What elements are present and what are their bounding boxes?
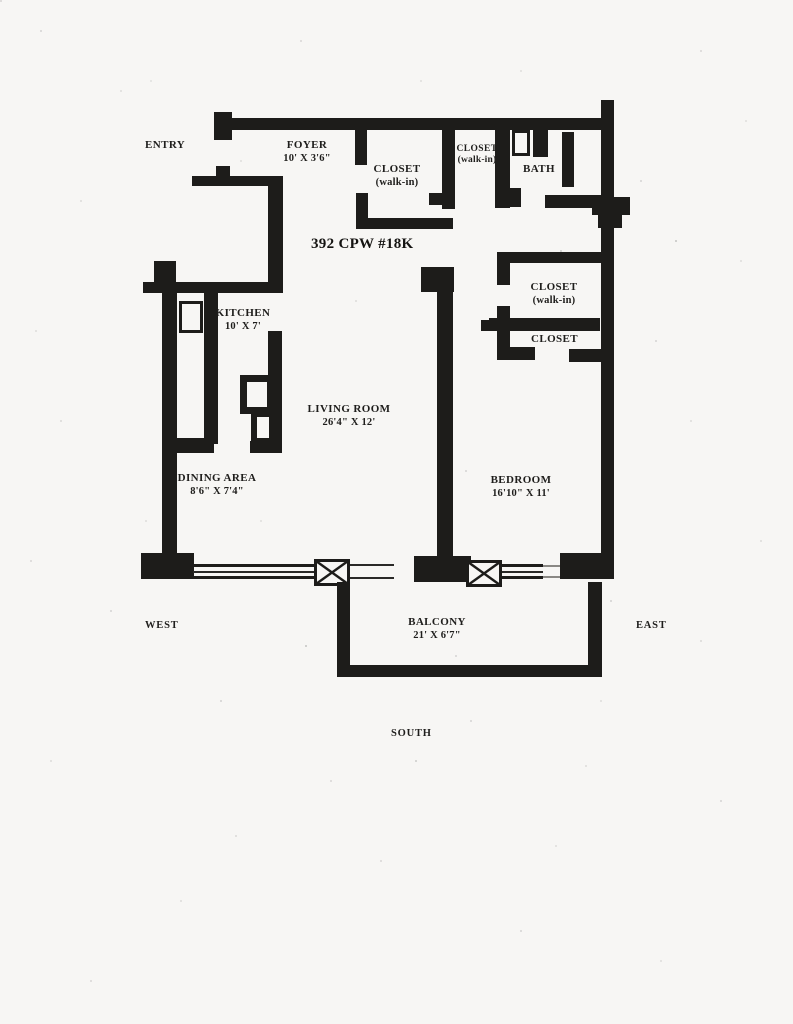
label-bedroom: [461, 474, 581, 500]
door-gap-band: [543, 565, 560, 578]
label-bath: BATH: [523, 163, 555, 175]
wall-south-pier-west: [141, 553, 194, 579]
room-name: CLOSET: [530, 281, 578, 293]
label-bedroom-closet: CLOSET: [531, 333, 579, 345]
room-dims: 10' X 7': [224, 320, 262, 332]
label-bedroom-walkin-closet: [513, 281, 595, 307]
wall-east-pier-lower: [598, 212, 622, 228]
wall-south-pier-center: [414, 556, 471, 582]
room-name: CLOSET: [456, 144, 498, 154]
pantry-box-fixture: [240, 375, 274, 414]
plan-title: 392 CPW #18K: [311, 236, 414, 252]
bath-sink-fixture: [512, 130, 530, 156]
label-foyer-closet: [357, 163, 437, 189]
wall-br-walkin-top: [500, 252, 601, 263]
compass-south: SOUTH: [391, 728, 432, 739]
wall-br-closet-bottom: [497, 347, 535, 360]
room-name: BALCONY: [408, 616, 466, 628]
label-kitchen: [202, 307, 284, 333]
wall-foyer-closet-bottom: [356, 218, 453, 229]
room-name: DINING AREA: [177, 472, 257, 484]
room-dims: (walk-in): [532, 294, 576, 306]
room-dims: 26'4" X 12': [322, 416, 376, 428]
wall-foyer-closet-left-upper: [355, 128, 367, 165]
wall-bath-bottom: [545, 195, 614, 208]
kitchen-appliance-fixture: [179, 301, 203, 333]
room-name: BEDROOM: [490, 474, 552, 486]
room-dims: (walk-in): [375, 176, 419, 188]
wall-balcony-west: [337, 582, 350, 677]
wall-br-cross-left: [481, 320, 498, 331]
wall-north: [218, 118, 614, 130]
wall-br-closet-left: [497, 306, 510, 353]
label-balcony: [377, 616, 497, 642]
label-hall-closet: [442, 144, 512, 166]
label-dining-area: [156, 472, 278, 498]
window-symbol-icon: [466, 560, 502, 587]
wall-br-walkin-left: [497, 252, 510, 285]
wall-center-block: [421, 267, 454, 292]
wall-balcony-east: [588, 582, 602, 677]
window-band-east: [502, 564, 543, 579]
wall-bath-bottom-left: [495, 188, 521, 207]
pantry-box-lower-fixture: [251, 411, 275, 444]
wall-hall-bottom: [429, 193, 454, 205]
wall-east: [601, 100, 614, 555]
room-dims: (walk-in): [457, 155, 497, 165]
compass-west: WEST: [145, 620, 179, 631]
wall-balcony-south: [337, 665, 602, 677]
wall-bath-stub: [533, 128, 548, 157]
room-dims: 10' X 3'6": [283, 152, 331, 164]
wall-bath-inner: [562, 132, 574, 187]
wall-pantry-bottom: [250, 441, 282, 453]
wall-entry-stub: [216, 166, 230, 178]
wall-north-endcap: [214, 112, 232, 140]
wall-center: [437, 292, 453, 556]
balcony-door-band: [350, 564, 394, 579]
label-living-room: [289, 403, 409, 429]
window-band-west: [193, 564, 316, 579]
room-name: LIVING ROOM: [307, 403, 391, 415]
wall-br-closet-bottom-stub: [569, 349, 601, 362]
wall-south-pier-east-stub: [596, 559, 614, 573]
room-dims: 8'6" X 7'4": [190, 485, 244, 497]
label-foyer: [262, 139, 352, 165]
wall-entry-kitchen: [268, 178, 283, 293]
compass-east: EAST: [636, 620, 667, 631]
room-name: KITCHEN: [215, 307, 271, 319]
wall-kitchen-bottom-cap: [168, 438, 214, 453]
room-dims: 21' X 6'7": [413, 629, 461, 641]
room-dims: 16'10" X 11': [492, 487, 550, 499]
room-name: CLOSET: [373, 163, 421, 175]
label-entry: ENTRY: [145, 139, 186, 151]
wall-west: [162, 285, 177, 555]
room-name: FOYER: [286, 139, 328, 151]
